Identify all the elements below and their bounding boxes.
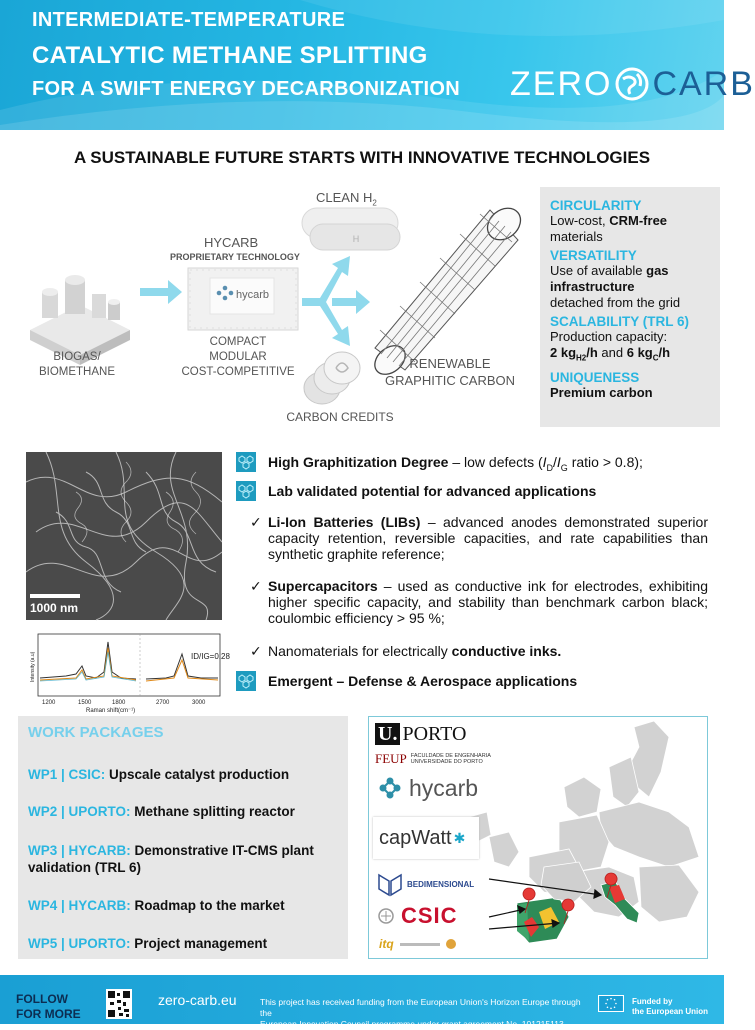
work-packages-title: WORK PACKAGES	[28, 724, 164, 741]
logo-carb-text: CARB	[652, 64, 755, 103]
renewable-carbon-label: RENEWABLE GRAPHITIC CARBON	[384, 356, 515, 388]
uniqueness-heading: UNIQUENESS	[550, 369, 640, 385]
clean-h2-label: CLEAN $H_2$	[316, 190, 377, 208]
checkmark-icon: ✓	[250, 514, 262, 530]
graphene-hex-icon	[236, 671, 256, 691]
logo-zero-text: ZERO	[510, 64, 613, 103]
header-title-line3: FOR A SWIFT ENERGY DECARBONIZATION	[32, 78, 460, 100]
versatility-text: Use of available gas infrastructure detached from the grid	[550, 263, 681, 310]
checkmark-icon: ✓	[250, 643, 262, 659]
feup-logo: FEUP FACULDADE DE ENGENHARIA UNIVERSIDADE DO PORTO	[375, 751, 491, 766]
header-title-line2: CATALYTIC METHANE SPLITTING	[32, 42, 428, 69]
application-batteries: ✓ Li-Ion Batteries (LIBs) – advanced anodes demonstrated superior capacity retention, reversible capacities, and rate capabilities than synthetic graphite reference;	[250, 514, 708, 562]
eu-funding-label: Funded by the European Union	[632, 997, 708, 1016]
itq-logo: itq	[379, 937, 456, 951]
raman-ratio-label: ID/IG=0.28	[191, 652, 230, 661]
graphene-hex-icon	[236, 452, 256, 472]
footer	[0, 975, 724, 1029]
wp-item: WP2 | UPORTO: Methane splitting reactor	[28, 804, 295, 819]
wp-item: WP5 | UPORTO: Project management	[28, 936, 268, 951]
versatility-heading: VERSATILITY	[550, 248, 637, 263]
wp-item: WP1 | CSIC: Upscale catalyst production	[28, 767, 290, 782]
header-banner	[0, 0, 755, 130]
arrow-right-icon	[140, 280, 182, 304]
capwatt-logo: capWatt ✱	[373, 817, 479, 859]
raman-tick: 3000	[192, 700, 206, 706]
scalability-heading: SCALABILITY (TRL 6)	[550, 314, 690, 329]
sem-micrograph	[26, 452, 222, 620]
circularity-text: Low-cost, CRM-free materials	[550, 213, 668, 244]
raman-tick: 1200	[42, 700, 56, 706]
application-supercapacitors: ✓ Supercapacitors – used as conductive ink for electrodes, exhibiting higher specific capacity, and stability than benchmark carbon black; coulombic efficiency > 95 %;	[250, 578, 708, 626]
checkmark-icon: ✓	[250, 578, 262, 594]
scale-bar-label: 1000 nm	[30, 601, 79, 615]
carbon-credits-label: CARBON CREDITS	[286, 410, 394, 424]
uporto-logo-mark: U.	[375, 723, 400, 745]
work-packages-panel	[18, 716, 348, 959]
circularity-heading: CIRCULARITY	[550, 198, 642, 213]
svg-text:H: H	[352, 234, 360, 244]
biogas-label: BIOGAS/ BIOMETHANE	[38, 351, 116, 378]
bedimensional-icon	[377, 871, 403, 897]
wp-item: WP4 | HYCARB: Roadmap to the market	[28, 898, 285, 913]
feature-lab-validated: Lab validated potential for advanced applications	[268, 483, 597, 499]
funding-disclaimer: This project has received funding from the European Union's Horizon Europe through the European Innovation Council programme under grant agreement No. 101215113.	[260, 997, 581, 1029]
follow-label: FOLLOW FOR MORE	[16, 992, 81, 1021]
hycarb-label: HYCARB	[204, 235, 259, 250]
scalability-text: Production capacity: 2 $kg_{H2}/h$ and 6 $kg_C/h$	[550, 329, 671, 363]
hycarb-container-icon	[188, 268, 298, 330]
wp-item: WP3 | HYCARB: Demonstrative IT-CMS plant validation (TRL 6)	[28, 843, 314, 875]
website-link[interactable]: zero-carb.eu	[158, 992, 237, 1008]
raman-tick: 2700	[156, 700, 170, 706]
capwatt-star-icon: ✱	[453, 829, 466, 846]
raman-tick: 1800	[112, 700, 126, 706]
raman-xlabel: Raman shift(cm⁻¹)	[86, 708, 136, 714]
raman-spectrum-plot	[26, 632, 230, 714]
hycarb-partner-logo: hycarb	[375, 773, 478, 803]
hycarb-molecule-icon	[375, 773, 405, 803]
nanofiber-texture	[26, 452, 222, 620]
compact-label: COMPACT MODULAR COST-COMPETITIVE	[181, 336, 295, 378]
globe-icon	[615, 67, 649, 101]
uporto-logo-text: PORTO	[402, 723, 467, 745]
proprietary-label: PROPRIETARY TECHNOLOGY	[170, 252, 300, 262]
properties-panel	[540, 187, 720, 427]
feature-emergent: Emergent – Defense & Aerospace applications	[268, 673, 578, 689]
uniqueness-text: Premium carbon	[550, 384, 653, 400]
eu-flag-icon	[598, 995, 624, 1012]
csic-emblem-icon	[377, 907, 395, 925]
csic-logo: CSIC	[377, 903, 458, 929]
process-illustration	[20, 180, 530, 430]
feature-graphitization: High Graphitization Degree – low defects ($I_D/I_G$ ratio > 0.8);	[268, 454, 643, 473]
hydrogen-tank-icon	[302, 208, 400, 250]
zerocarb-logo	[510, 64, 755, 104]
raman-tick: 1500	[78, 700, 92, 706]
container-logo-text: hycarb	[236, 289, 270, 301]
raman-spectrum	[26, 632, 230, 714]
bedimensional-logo: BEDIMENSIONAL	[377, 871, 474, 897]
application-conductive-inks: ✓ Nanomaterials for electrically conductive inks.	[250, 643, 562, 659]
uporto-logo	[375, 723, 466, 746]
raman-ylabel: Intensity (a.u)	[30, 651, 36, 682]
slogan-heading: A SUSTAINABLE FUTURE STARTS WITH INNOVATIVE TECHNOLOGIES	[73, 148, 651, 167]
carbon-credit-coins-icon	[304, 352, 360, 404]
qr-code-icon[interactable]	[106, 989, 132, 1019]
header-title-line1: INTERMEDIATE-TEMPERATURE	[32, 9, 346, 31]
split-arrows-icon	[302, 256, 370, 346]
graphene-hex-icon	[236, 481, 256, 501]
process-diagram	[20, 180, 530, 430]
partners-map-panel	[368, 716, 708, 959]
